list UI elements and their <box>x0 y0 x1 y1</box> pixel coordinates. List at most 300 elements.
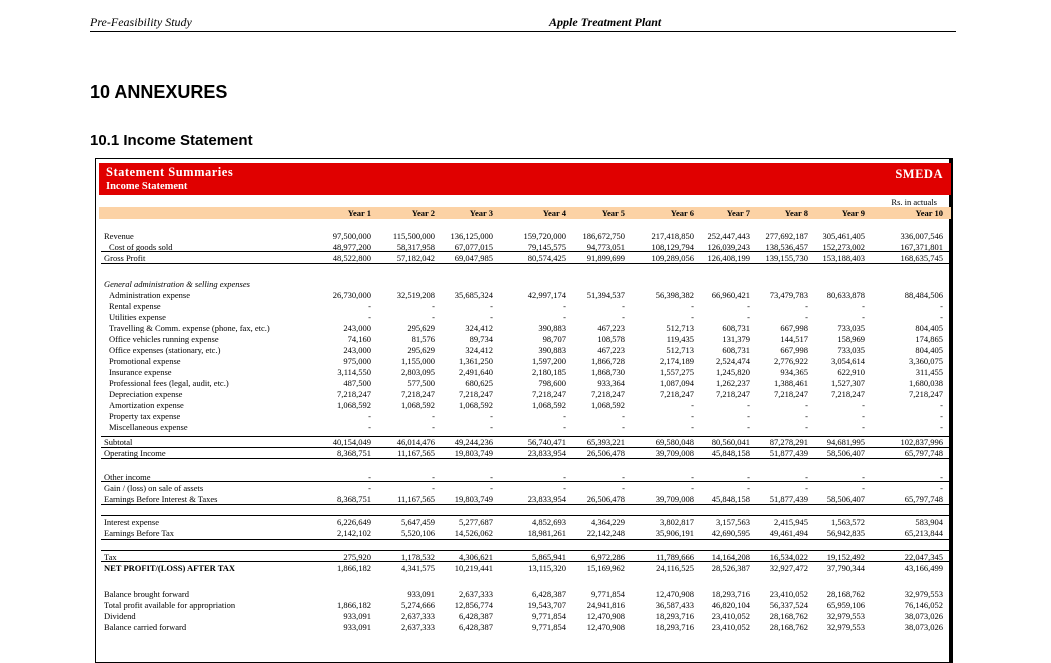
table-cell: 9,771,854 <box>532 622 566 632</box>
brand-label: SMEDA <box>895 167 943 181</box>
table-cell: 22,142,248 <box>586 528 625 538</box>
table-cell: 2,776,922 <box>774 356 808 366</box>
table-cell: 336,007,546 <box>900 231 943 241</box>
table-cell: 1,155,000 <box>401 356 435 366</box>
table-cell: 2,415,945 <box>774 517 808 527</box>
table-cell: 49,244,236 <box>454 437 493 447</box>
row-label: Balance brought forward <box>104 589 189 599</box>
section-title: 10 ANNEXURES <box>90 82 228 102</box>
table-cell: 608,731 <box>722 323 750 333</box>
table-cell: 26,506,478 <box>586 448 625 458</box>
table-cell: 42,690,595 <box>711 528 750 538</box>
table-cell: 7,218,247 <box>716 389 750 399</box>
table-cell: 28,168,762 <box>769 611 808 621</box>
year-header: Year 4 <box>542 208 566 218</box>
table-cell: - <box>862 400 865 410</box>
table-cell: 19,803,749 <box>454 494 493 504</box>
table-cell: 324,412 <box>465 323 493 333</box>
table-cell: - <box>862 411 865 421</box>
row-label: Rental expense <box>109 301 161 311</box>
table-cell: 80,574,425 <box>527 253 566 263</box>
table-cell: 1,245,820 <box>716 367 750 377</box>
table-cell: 7,218,247 <box>459 389 493 399</box>
table-cell: 2,174,189 <box>660 356 694 366</box>
table-cell: - <box>747 483 750 493</box>
table-cell: 7,218,247 <box>532 389 566 399</box>
table-cell: 18,293,716 <box>711 589 750 599</box>
table-cell: - <box>747 312 750 322</box>
table-cell: - <box>691 411 694 421</box>
year-header: Year 6 <box>670 208 694 218</box>
table-cell: 12,470,908 <box>655 589 694 599</box>
table-cell: - <box>747 422 750 432</box>
table-cell: - <box>691 312 694 322</box>
table-cell: 6,428,387 <box>459 622 493 632</box>
table-cell: 6,972,286 <box>591 552 625 562</box>
table-cell: 583,904 <box>915 517 943 527</box>
table-cell: 136,125,000 <box>450 231 493 241</box>
table-cell: - <box>691 301 694 311</box>
table-cell: 94,773,051 <box>586 242 625 252</box>
table-cell: 36,587,433 <box>655 600 694 610</box>
table-cell: 24,941,816 <box>586 600 625 610</box>
table-cell: 109,289,056 <box>651 253 694 263</box>
table-cell: 152,273,002 <box>822 242 865 252</box>
table-cell: 153,188,403 <box>822 253 865 263</box>
table-cell: - <box>368 312 371 322</box>
table-cell: 933,091 <box>407 589 435 599</box>
row-label: Earnings Before Interest & Taxes <box>104 494 218 504</box>
table-cell: 577,500 <box>407 378 435 388</box>
table-cell: - <box>862 422 865 432</box>
table-cell: 144,517 <box>780 334 808 344</box>
table-cell: 275,920 <box>343 552 371 562</box>
table-cell: 45,848,158 <box>711 494 750 504</box>
table-cell: 277,692,187 <box>765 231 808 241</box>
table-cell: - <box>622 483 625 493</box>
table-cell: 295,629 <box>407 323 435 333</box>
table-cell: - <box>805 411 808 421</box>
table-cell: - <box>432 301 435 311</box>
table-cell: 32,979,553 <box>904 589 943 599</box>
table-cell: - <box>691 422 694 432</box>
table-cell: 1,680,038 <box>909 378 943 388</box>
table-cell: - <box>622 312 625 322</box>
table-cell: - <box>432 483 435 493</box>
table-cell: 46,820,104 <box>711 600 750 610</box>
table-cell: 12,856,774 <box>454 600 493 610</box>
table-cell: 23,410,052 <box>711 622 750 632</box>
table-cell: 18,981,261 <box>527 528 566 538</box>
row-divider <box>101 515 949 516</box>
table-cell: 69,047,985 <box>454 253 493 263</box>
table-cell: 252,447,443 <box>707 231 750 241</box>
table-cell: 51,394,537 <box>586 290 625 300</box>
year-header: Year 7 <box>726 208 750 218</box>
table-cell: - <box>368 483 371 493</box>
header-left-text: Pre-Feasibility Study <box>90 15 192 29</box>
table-cell: 19,152,492 <box>826 552 865 562</box>
table-cell: 131,379 <box>722 334 750 344</box>
table-cell: - <box>490 301 493 311</box>
table-cell: 28,168,762 <box>769 622 808 632</box>
table-cell: 108,129,794 <box>651 242 694 252</box>
table-cell: 1,361,250 <box>459 356 493 366</box>
table-cell: 5,647,459 <box>401 517 435 527</box>
row-label: Gross Profit <box>104 253 146 263</box>
table-cell: 1,557,275 <box>660 367 694 377</box>
table-cell: 4,852,693 <box>532 517 566 527</box>
table-cell: 733,035 <box>837 323 865 333</box>
table-cell: - <box>432 472 435 482</box>
table-cell: - <box>747 411 750 421</box>
table-cell: 19,803,749 <box>454 448 493 458</box>
income-statement-table <box>95 158 953 663</box>
table-cell: 3,157,563 <box>716 517 750 527</box>
table-cell: 48,977,200 <box>332 242 371 252</box>
table-cell: 512,713 <box>666 345 694 355</box>
table-cell: 7,218,247 <box>401 389 435 399</box>
row-label: Travelling & Comm. expense (phone, fax, etc.) <box>109 323 270 333</box>
table-cell: 126,408,199 <box>707 253 750 263</box>
table-cell: 311,455 <box>915 367 943 377</box>
year-header: Year 8 <box>784 208 808 218</box>
table-cell: 2,637,333 <box>401 611 435 621</box>
table-cell: 42,997,174 <box>527 290 566 300</box>
table-cell: 7,218,247 <box>591 389 625 399</box>
table-cell: 158,969 <box>837 334 865 344</box>
table-cell: 1,068,592 <box>337 400 371 410</box>
table-cell: 295,629 <box>407 345 435 355</box>
table-cell: 487,500 <box>343 378 371 388</box>
table-cell: 5,274,666 <box>401 600 435 610</box>
table-cell: - <box>490 422 493 432</box>
table-cell: 2,491,640 <box>459 367 493 377</box>
table-cell: 49,461,494 <box>769 528 808 538</box>
table-cell: 1,527,307 <box>831 378 865 388</box>
table-cell: 58,506,407 <box>826 448 865 458</box>
table-cell: 2,637,333 <box>459 589 493 599</box>
row-label: Interest expense <box>104 517 159 527</box>
year-header: Year 10 <box>915 208 943 218</box>
table-cell: 390,883 <box>538 323 566 333</box>
table-cell: 94,681,995 <box>826 437 865 447</box>
table-cell: 57,182,042 <box>396 253 435 263</box>
table-cell: - <box>622 422 625 432</box>
row-label: Revenue <box>104 231 134 241</box>
table-cell: 38,073,026 <box>904 611 943 621</box>
table-cell: 38,073,026 <box>904 622 943 632</box>
table-cell: 186,672,750 <box>582 231 625 241</box>
table-cell: 23,410,052 <box>711 611 750 621</box>
table-cell: 39,709,008 <box>655 448 694 458</box>
table-cell: 7,218,247 <box>831 389 865 399</box>
table-cell: 4,341,575 <box>401 563 435 573</box>
table-cell: 804,405 <box>915 345 943 355</box>
row-label: Balance carried forward <box>104 622 187 632</box>
table-cell: 1,868,730 <box>591 367 625 377</box>
table-cell: 933,091 <box>343 622 371 632</box>
table-cell: 7,218,247 <box>909 389 943 399</box>
table-cell: - <box>862 301 865 311</box>
table-cell: 2,803,095 <box>401 367 435 377</box>
table-cell: 6,428,387 <box>459 611 493 621</box>
table-cell: 65,213,844 <box>904 528 943 538</box>
table-cell: 28,526,387 <box>711 563 750 573</box>
table-cell: 10,219,441 <box>454 563 493 573</box>
table-cell: 67,077,015 <box>454 242 493 252</box>
table-cell: - <box>940 472 943 482</box>
table-cell: 11,167,565 <box>397 494 435 504</box>
table-cell: - <box>490 483 493 493</box>
table-cell: 174,865 <box>915 334 943 344</box>
table-cell: - <box>805 472 808 482</box>
table-cell: 35,685,324 <box>454 290 493 300</box>
table-cell: 4,364,229 <box>591 517 625 527</box>
row-label: General administration & selling expenses <box>104 279 250 289</box>
table-cell: 217,418,850 <box>651 231 694 241</box>
table-cell: - <box>691 472 694 482</box>
row-label: Professional fees (legal, audit, etc.) <box>109 378 229 388</box>
year-header: Year 1 <box>347 208 371 218</box>
table-cell: 102,837,996 <box>900 437 943 447</box>
table-cell: 91,899,699 <box>586 253 625 263</box>
table-cell: 40,154,049 <box>332 437 371 447</box>
table-cell: 933,364 <box>597 378 625 388</box>
table-cell: 12,470,908 <box>586 611 625 621</box>
table-cell: 680,625 <box>465 378 493 388</box>
table-cell: - <box>691 483 694 493</box>
row-divider <box>101 550 949 551</box>
table-cell: 390,883 <box>538 345 566 355</box>
table-cell: - <box>862 312 865 322</box>
row-label: Operating Income <box>104 448 166 458</box>
row-divider <box>101 504 949 505</box>
table-cell: 798,600 <box>538 378 566 388</box>
table-cell: 167,371,801 <box>900 242 943 252</box>
row-label: NET PROFIT/(LOSS) AFTER TAX <box>104 563 236 573</box>
table-cell: 56,942,835 <box>826 528 865 538</box>
table-cell: 18,293,716 <box>655 622 694 632</box>
table-cell: 28,168,762 <box>826 589 865 599</box>
table-cell: 32,519,208 <box>396 290 435 300</box>
table-cell: 11,789,666 <box>656 552 694 562</box>
table-cell: 934,365 <box>780 367 808 377</box>
table-cell: 9,771,854 <box>591 589 625 599</box>
table-cell: 32,979,553 <box>826 622 865 632</box>
table-cell: 37,790,344 <box>826 563 865 573</box>
table-cell: 98,707 <box>542 334 566 344</box>
row-label: Office vehicles running expense <box>109 334 219 344</box>
table-cell: 39,709,008 <box>655 494 694 504</box>
subsection-title: 10.1 Income Statement <box>90 132 253 149</box>
table-cell: 608,731 <box>722 345 750 355</box>
header-center-text: Apple Treatment Plant <box>549 15 662 29</box>
table-cell: 43,166,499 <box>904 563 943 573</box>
table-cell: 3,114,550 <box>337 367 371 377</box>
table-cell: 5,277,687 <box>459 517 493 527</box>
table-cell: 7,218,247 <box>337 389 371 399</box>
table-cell: 6,226,649 <box>337 517 371 527</box>
table-cell: - <box>490 312 493 322</box>
table-cell: 324,412 <box>465 345 493 355</box>
row-label: Miscellaneous expense <box>109 422 188 432</box>
table-cell: 66,960,421 <box>711 290 750 300</box>
table-cell: - <box>805 422 808 432</box>
table-cell: 8,368,751 <box>337 494 371 504</box>
table-cell: - <box>862 472 865 482</box>
year-header: Year 3 <box>469 208 493 218</box>
table-cell: - <box>862 483 865 493</box>
table-cell: 1,866,182 <box>337 563 371 573</box>
table-cell: 13,115,320 <box>528 563 566 573</box>
table-cell: 7,218,247 <box>660 389 694 399</box>
table-cell: 23,410,052 <box>769 589 808 599</box>
table-cell: 3,054,614 <box>831 356 865 366</box>
table-cell: 56,337,524 <box>769 600 808 610</box>
table-cell: - <box>940 411 943 421</box>
table-cell: 89,734 <box>469 334 493 344</box>
table-cell: 168,635,745 <box>900 253 943 263</box>
table-cell: 108,578 <box>597 334 625 344</box>
table-cell: 26,506,478 <box>586 494 625 504</box>
table-cell: 80,560,041 <box>711 437 750 447</box>
table-cell: 126,039,243 <box>707 242 750 252</box>
table-cell: 4,306,621 <box>459 552 493 562</box>
table-cell: 975,000 <box>343 356 371 366</box>
table-cell: - <box>805 400 808 410</box>
table-cell: 6,428,387 <box>532 589 566 599</box>
table-cell: 51,877,439 <box>769 448 808 458</box>
table-cell: 933,091 <box>343 611 371 621</box>
table-cell: 1,068,592 <box>459 400 493 410</box>
table-cell: 9,771,854 <box>532 611 566 621</box>
table-cell: 1,866,728 <box>591 356 625 366</box>
table-cell: 45,848,158 <box>711 448 750 458</box>
table-cell: - <box>940 422 943 432</box>
table-cell: 243,000 <box>343 323 371 333</box>
table-cell: - <box>563 312 566 322</box>
table-cell: - <box>563 411 566 421</box>
table-cell: 46,014,476 <box>396 437 435 447</box>
row-divider <box>101 539 949 540</box>
table-cell: 79,145,575 <box>527 242 566 252</box>
table-cell: - <box>622 411 625 421</box>
statement-banner <box>99 163 951 195</box>
unit-note: Rs. in actuals <box>891 197 937 207</box>
table-cell: - <box>368 411 371 421</box>
table-cell: 512,713 <box>666 323 694 333</box>
table-cell: 65,797,748 <box>904 494 943 504</box>
table-cell: - <box>691 400 694 410</box>
table-cell: 7,218,247 <box>774 389 808 399</box>
table-cell: 32,979,553 <box>826 611 865 621</box>
row-label: Depreciation expense <box>109 389 183 399</box>
table-cell: 1,087,094 <box>660 378 694 388</box>
table-cell: 58,506,407 <box>826 494 865 504</box>
table-cell: 58,317,958 <box>396 242 435 252</box>
table-cell: - <box>940 400 943 410</box>
table-cell: 467,223 <box>597 323 625 333</box>
table-cell: 51,877,439 <box>769 494 808 504</box>
table-cell: 139,155,730 <box>765 253 808 263</box>
table-cell: 65,959,106 <box>826 600 865 610</box>
table-cell: - <box>622 472 625 482</box>
table-cell: 35,906,191 <box>655 528 694 538</box>
table-cell: 467,223 <box>597 345 625 355</box>
table-cell: - <box>940 312 943 322</box>
table-cell: 65,797,748 <box>904 448 943 458</box>
table-cell: 5,520,106 <box>401 528 435 538</box>
table-cell: 24,116,525 <box>656 563 694 573</box>
table-cell: 8,368,751 <box>337 448 371 458</box>
table-cell: 74,160 <box>347 334 371 344</box>
table-cell: 1,068,592 <box>401 400 435 410</box>
banner-subtitle: Income Statement <box>106 181 188 192</box>
table-cell: 3,360,075 <box>909 356 943 366</box>
table-cell: 23,833,954 <box>527 494 566 504</box>
table-cell: 667,998 <box>780 323 808 333</box>
table-cell: - <box>805 301 808 311</box>
table-cell: - <box>563 422 566 432</box>
table-cell: 1,563,572 <box>831 517 865 527</box>
table-cell: - <box>622 301 625 311</box>
table-cell: 87,278,291 <box>769 437 808 447</box>
table-cell: 15,169,962 <box>586 563 625 573</box>
table-cell: 243,000 <box>343 345 371 355</box>
row-label: Insurance expense <box>109 367 172 377</box>
table-cell: 14,164,208 <box>711 552 750 562</box>
year-header: Year 9 <box>841 208 865 218</box>
table-cell: 22,047,345 <box>904 552 943 562</box>
table-cell: 138,536,457 <box>765 242 808 252</box>
table-cell: 667,998 <box>780 345 808 355</box>
table-cell: 804,405 <box>915 323 943 333</box>
table-cell: 622,910 <box>837 367 865 377</box>
table-cell: - <box>432 411 435 421</box>
table-cell: 5,865,941 <box>532 552 566 562</box>
table-cell: - <box>490 411 493 421</box>
row-label: Subtotal <box>104 437 133 447</box>
table-cell: - <box>432 422 435 432</box>
table-cell: 3,802,817 <box>660 517 694 527</box>
table-cell: 733,035 <box>837 345 865 355</box>
table-cell: - <box>805 483 808 493</box>
table-cell: 1,866,182 <box>337 600 371 610</box>
table-cell: 56,398,382 <box>655 290 694 300</box>
table-cell: 18,293,716 <box>655 611 694 621</box>
table-cell: 97,500,000 <box>332 231 371 241</box>
row-label: Property tax expense <box>109 411 181 421</box>
table-cell: 119,435 <box>666 334 694 344</box>
row-label: Other income <box>104 472 151 482</box>
table-cell: - <box>368 301 371 311</box>
row-label: Administration expense <box>109 290 190 300</box>
banner-title: Statement Summaries <box>106 165 234 179</box>
table-cell: 69,580,048 <box>655 437 694 447</box>
table-cell: 2,142,102 <box>337 528 371 538</box>
row-label: Earnings Before Tax <box>104 528 175 538</box>
table-cell: - <box>747 301 750 311</box>
year-header: Year 2 <box>411 208 435 218</box>
table-cell: 1,388,461 <box>774 378 808 388</box>
table-cell: 12,470,908 <box>586 622 625 632</box>
table-cell: - <box>563 301 566 311</box>
table-cell: 1,068,592 <box>591 400 625 410</box>
table-cell: 2,524,474 <box>716 356 750 366</box>
table-cell: - <box>432 312 435 322</box>
table-cell: - <box>490 472 493 482</box>
